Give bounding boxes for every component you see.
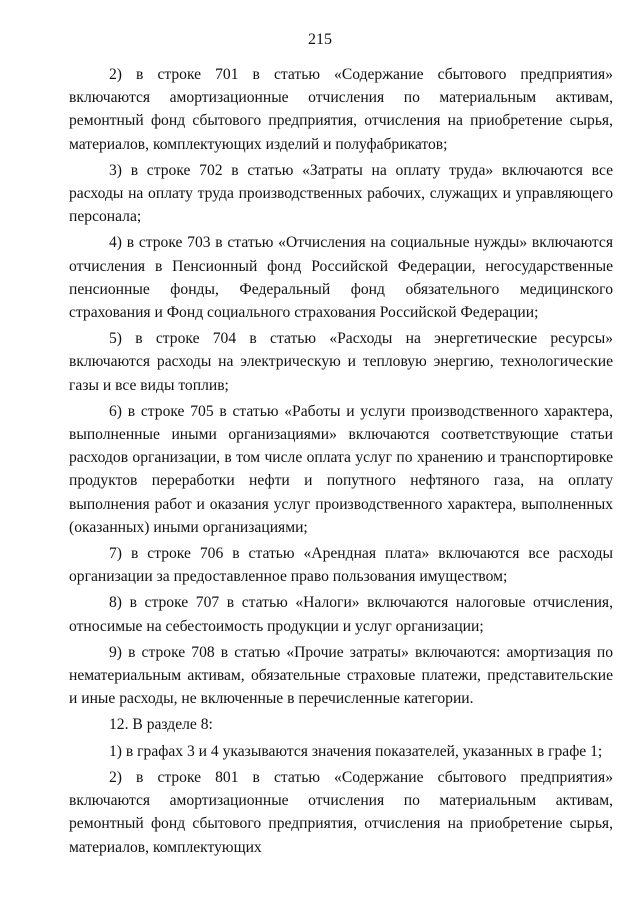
paragraph-item-2-row-801: 2) в строке 801 в статью «Содержание сбытового предприятия» включаются амортизационные отчисления по материальным активам, ремонтный фонд сбытового предприятия, отчисления на приобретение сырья, материалов, комплектующих [69, 768, 613, 856]
document-body [69, 63, 613, 859]
paragraph-item-9-row-708: 9) в строке 708 в статью «Прочие затраты» включаются: амортизация по нематериальным активам, обязательные страховые платежи, представительские и иные расходы, не включенные в перечисленные категории. [69, 643, 613, 708]
section-8-heading: 12. В разделе 8: [109, 716, 213, 734]
paragraph-item-8-row-707: 8) в строке 707 в статью «Налоги» включаются налоговые отчисления, относимые на себестоимость продукции и услуг организации; [69, 594, 613, 635]
paragraph-item-5-row-704: 5) в строке 704 в статью «Расходы на энергетические ресурсы» включаются расходы на электрическую и тепловую энергию, технологические газы и все виды топлив; [69, 330, 613, 394]
page-number: 215 [308, 31, 332, 48]
paragraph-item-4-row-703: 4) в строке 703 в статью «Отчисления на социальные нужды» включаются отчисления в Пенсионный фонд Российской Федерации, негосударственные пенсионные фонды, Федеральный фонд обязательного медицинского страхования и Фонд социального страхования Российской Федерации; [69, 234, 613, 322]
paragraph-item-7-row-706: 7) в строке 706 в статью «Арендная плата» включаются все расходы организации за предоставленное право пользования имуществом; [69, 545, 613, 586]
paragraph-item-3-row-702: 3) в строке 702 в статью «Затраты на оплату труда» включаются все расходы на оплату труда производственных рабочих, служащих и управляющего персонала; [69, 161, 613, 226]
paragraph-item-6-row-705: 6) в строке 705 в статью «Работы и услуги производственного характера, выполненные иными организациями» включаются соответствующие статьи расходов организации, в том числе оплата услуг по хранению и транспортировке продуктов переработки нефти и попутного нефтяного газа, на оплату выполнения работ и оказания услуг производственного характера, выполненных (оказанных) иными организациями; [69, 402, 613, 536]
paragraph-item-2-row-701: 2) в строке 701 в статью «Содержание сбытового предприятия» включаются амортизационные отчисления по материальным активам, ремонтный фонд сбытового предприятия, отчисления на приобретение сырья, материалов, комплектующих изделий и полуфабрикатов; [69, 66, 613, 153]
paragraph-item-1-columns: 1) в графах 3 и 4 указываются значения показателей, указанных в графе 1; [109, 742, 603, 760]
